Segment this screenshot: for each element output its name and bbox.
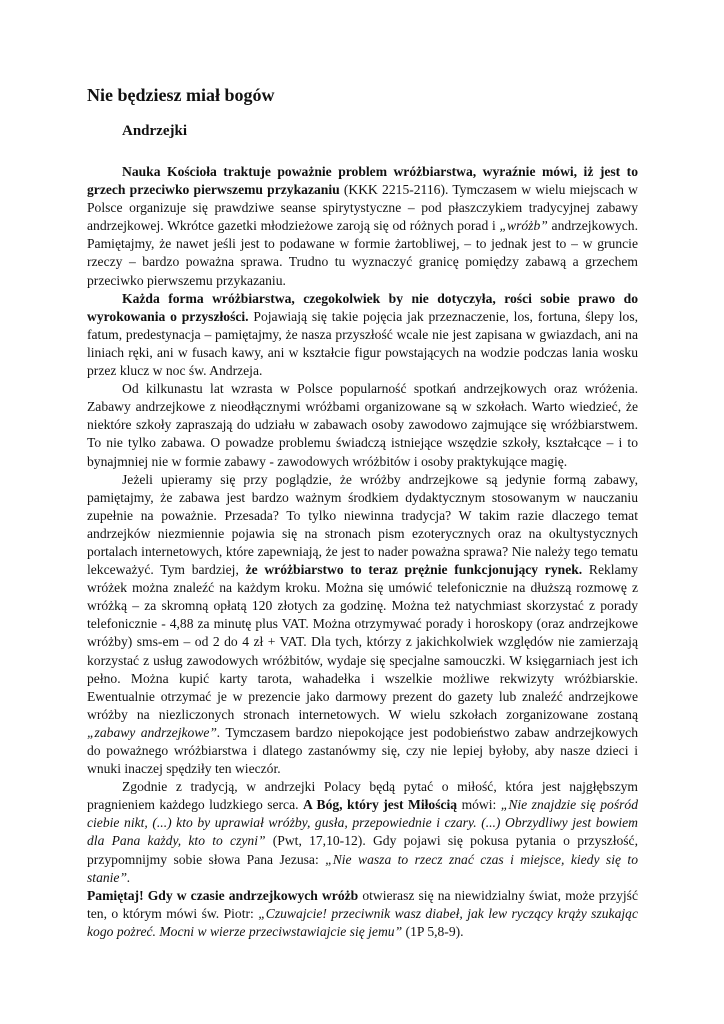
paragraph-5-italic-quote-1: „Nie znajdzie się pośród ciebie nikt, (...) kto by uprawiał wróżby, gusła, przepowiednie i czary. (...) Obrzydliwy jest bowiem dla Pana każdy, kto to czyni”	[87, 797, 638, 849]
paragraph-5-text-b: mówi:	[457, 797, 501, 813]
paragraph-4	[87, 471, 638, 779]
paragraph-2	[87, 290, 638, 380]
paragraph-1	[87, 163, 638, 290]
paragraph-5-text-a: Zgodnie z tradycją, w andrzejki Polacy będą pytać o miłość, która jest najgłębszym pragnieniem każdego ludzkiego serca.	[87, 779, 638, 813]
paragraph-1-bold: Nauka Kościoła traktuje poważnie problem wróżbiarstwa, wyraźnie mówi, iż jest to grzech przeciwko pierwszemu przykazaniu	[87, 164, 638, 198]
paragraph-5	[87, 778, 638, 887]
paragraph-5-bold: A Bóg, który jest Miłością	[302, 797, 458, 813]
paragraph-6-text-a: otwierasz się na niewidzialny świat, może przyjść ten, o którym mówi św. Piotr:	[87, 887, 638, 921]
paragraph-4-text-a: Jeżeli upieramy się przy poglądzie, że wróżby andrzejkowe są jedynie formą zabawy, pamiętajmy, że zabawa jest bardzo ważnym środkiem dydaktycznym stosowanym w nauczaniu zupełnie na poważnie. Przesada? To tylko niewinna tradycja? W takim razie dlaczego temat andrzejków niezmiennie pojawia się na stronach pism ezoterycznych oraz na okultystycznych portalach internetowych, które zapewniają, że jest to nader poważna sprawa? Nie należy tego tematu lekceważyć. Tym bardziej,	[87, 471, 638, 578]
paragraph-1-text-b: andrzejkowych. Pamiętajmy, że nawet jeśli jest to podawane w formie żartobliwej, – to jednak jest to – w gruncie rzeczy – bardzo poważna sprawa. Trudno tu wyznaczyć granicę pomiędzy zabawą a grzechem przeciwko pierwszemu przykazaniu.	[87, 218, 638, 288]
paragraph-4-italic: „zabawy andrzejkowe”.	[87, 724, 221, 740]
paragraph-6-italic-quote: „Czuwajcie! przeciwnik wasz diabeł, jak lew ryczący krąży szukając kogo pożreć. Mocni w wierze przeciwstawiajcie się jemu”	[87, 905, 638, 939]
paragraph-6-text-b: (1P 5,8-9).	[402, 923, 464, 939]
paragraph-5-italic-quote-2: „Nie wasza to rzecz znać czas i miejsce, kiedy się to stanie”.	[87, 851, 638, 885]
paragraph-2-text: Pojawiają się takie pojęcia jak przeznaczenie, los, fortuna, ślepy los, fatum, predestynacja – pamiętajmy, że nasza przyszłość wcale nie jest zapisana w gwiazdach, ani na liniach ręki, ani w fusach kawy, ani w kształcie figur powstających na wodzie podczas lania wosku przez klucz w noc św. Andrzeja.	[87, 308, 639, 379]
paragraph-4-text-b: Reklamy wróżek można znaleźć na każdym kroku. Można się umówić telefonicznie na dłuższą rozmowę z wróżką – za skromną opłatą 120 złotych za godzinę. Można też natychmiast skorzystać z porady telefonicznie - 4,88 za minutę plus VAT. Można otrzymywać porady i horoskopy (oraz andrzejkowe wróżby) sms-em – od 2 do 4 zł + VAT. Dla tych, którzy z jakichkolwiek względów nie zamierzają korzystać z usług zawodowych wróżbitów, wydaje się specjalne samouczki. W księgarniach jest ich pełno. Można kupić karty tarota, wahadełka i wszelkie możliwe rekwizyty wróżbiarskie. Ewentualnie otrzymać je w prezencie jako darmowy prezent do gazety lub znaleźć andrzejkowe wróżby na niezliczonych stronach internetowych. W wielu szkołach zorganizowane zostaną	[87, 562, 638, 722]
paragraph-6	[87, 887, 638, 941]
paragraph-1-text-a: (KKK 2215-2116). Tymczasem w wielu miejscach w Polsce organizuje się prawdziwe seanse spirytystyczne – pod płaszczykiem tradycyjnej zabawy andrzejkowej. Wkrótce gazetki młodzieżowe zaroją się od różnych porad i	[87, 182, 638, 234]
paragraph-4-bold: że wróżbiarstwo to teraz prężnie funkcjonujący rynek.	[245, 562, 583, 578]
section-subtitle: Andrzejki	[122, 123, 187, 139]
paragraph-3	[87, 380, 638, 470]
paragraph-3-text: Od kilkunastu lat wzrasta w Polsce popularność spotkań andrzejkowych oraz wróżenia. Zabawy andrzejkowe z nieodłącznymi wróżbami organizowane są w szkołach. Warto wiedzieć, że niektóre szkoły zapraszają do udziału w zabawach osoby zawodowo zajmujące się wróżbiarstwem. To nie tylko zabawa. O powadze problemu świadczą istniejące wszędzie szkoły, kształcące – i to bynajmniej nie w formie zabawy - zawodowych wróżbitów i osoby praktykujące magię.	[87, 381, 638, 469]
paragraph-5-text-c: (Pwt, 17,10-12). Gdy pojawi się pokusa pytania o przyszłość, przypomnijmy sobie słowa Pana Jezusa:	[87, 833, 638, 867]
page-title: Nie będziesz miał bogów	[87, 85, 275, 105]
paragraph-6-bold: Pamiętaj! Gdy w czasie andrzejkowych wróżb	[87, 887, 359, 903]
paragraph-2-bold: Każda forma wróżbiarstwa, czegokolwiek by nie dotyczyła, rości sobie prawo do wyrokowania o przyszłości.	[87, 290, 638, 324]
paragraph-4-text-c: Tymczasem bardzo niepokojące jest podobieństwo zabaw andrzejkowych do poważnego wróżbiarstwa i dlatego zastanówmy się, czy nie lepiej byłoby, aby nasze dzieci i wnuki inaczej spędziły ten wieczór.	[87, 724, 638, 777]
paragraph-1-italic: „wróżb”	[499, 218, 548, 234]
document-body	[87, 163, 638, 941]
